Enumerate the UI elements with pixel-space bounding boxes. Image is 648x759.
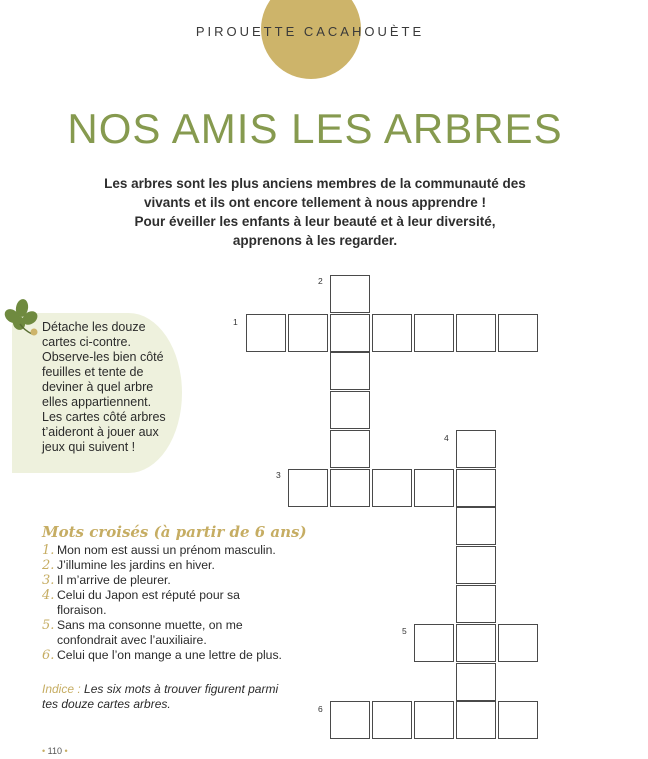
crossword-cell[interactable] (330, 391, 370, 429)
crossword-number: 6 (318, 704, 323, 714)
crossword-cell[interactable] (456, 507, 496, 545)
crossword-number: 2 (318, 276, 323, 286)
crossword-number: 1 (233, 317, 238, 327)
hint-text: tes douze cartes arbres. (42, 697, 171, 711)
hint-label: Indice : (42, 682, 81, 696)
crossword-cell[interactable] (414, 624, 454, 662)
clue-number: 3. (42, 573, 55, 588)
crossword-cell[interactable] (372, 469, 412, 507)
clue-text: confondrait avec l’auxiliaire. (57, 633, 207, 647)
crossword-cell[interactable] (372, 314, 412, 352)
intro-line: apprenons à les regarder. (232, 233, 398, 248)
crossword-cell[interactable] (414, 701, 454, 739)
tip-line: jeux qui suivent ! (42, 440, 136, 454)
clue-text: Sans ma consonne muette, on me (57, 618, 243, 632)
crossword-cell[interactable] (498, 624, 538, 662)
clue-text: J’illumine les jardins en hiver. (57, 558, 215, 572)
crossword-number: 4 (444, 433, 449, 443)
tip-line: Les cartes côté arbres (42, 410, 166, 424)
page-footer (42, 746, 68, 756)
crossword-title: Mots croisés (à partir de 6 ans) (42, 523, 307, 541)
crossword-cell[interactable] (498, 314, 538, 352)
crossword-cell[interactable] (330, 701, 370, 739)
page-number: 110 (47, 746, 63, 756)
clue-text: Celui du Japon est réputé pour sa (57, 588, 240, 602)
tip-line: cartes ci-contre. (42, 335, 131, 349)
crossword-cell[interactable] (330, 275, 370, 313)
crossword-cell[interactable] (330, 430, 370, 468)
clue-number: 6. (42, 648, 55, 663)
clue-text: floraison. (57, 603, 107, 617)
crossword-cell[interactable] (414, 469, 454, 507)
tip-line: Détache les douze (42, 320, 146, 334)
tip-line: t’aideront à jouer aux (42, 425, 159, 439)
crossword-cell[interactable] (330, 352, 370, 390)
crossword-cell[interactable] (456, 585, 496, 623)
crossword-cell[interactable] (498, 701, 538, 739)
page-title: NOS AMIS LES ARBRES (67, 105, 563, 152)
series-name: PIROUETTE CACAHOUÈTE (195, 24, 425, 39)
tip-line: elles appartiennent. (42, 395, 152, 409)
crossword-cell[interactable] (456, 314, 496, 352)
crossword-cell[interactable] (456, 546, 496, 584)
clue-text: Il m’arrive de pleurer. (57, 573, 171, 587)
clue-number: 2. (42, 558, 55, 573)
crossword-cell[interactable] (456, 701, 496, 739)
tip-line: feuilles et tente de (42, 365, 144, 379)
crossword-cell[interactable] (330, 314, 370, 352)
clue-text: Mon nom est aussi un prénom masculin. (57, 543, 276, 557)
crossword-cell[interactable] (414, 314, 454, 352)
crossword-cell[interactable] (372, 701, 412, 739)
footer-bullet: • (42, 746, 46, 756)
clue-number: 1. (42, 543, 55, 558)
crossword-number: 3 (276, 470, 281, 480)
tip-line: deviner à quel arbre (42, 380, 154, 394)
crossword-number: 5 (402, 626, 407, 636)
clue-text: Celui que l’on mange a une lettre de plus. (57, 648, 282, 662)
crossword-cell[interactable] (456, 663, 496, 701)
crossword-cell[interactable] (288, 469, 328, 507)
clue-number: 5. (42, 618, 55, 633)
intro-line: vivants et ils ont encore tellement à nous apprendre ! (143, 195, 487, 210)
intro-line: Pour éveiller les enfants à leur beauté et à leur diversité, (134, 214, 496, 229)
crossword-cell[interactable] (456, 469, 496, 507)
crossword-cell[interactable] (246, 314, 286, 352)
crossword-cell[interactable] (288, 314, 328, 352)
crossword-cell[interactable] (456, 624, 496, 662)
hint-text: Les six mots à trouver figurent parmi (80, 682, 279, 696)
tip-line: Observe-les bien côté (42, 350, 164, 364)
clue-number: 4. (42, 588, 55, 603)
crossword-cell[interactable] (330, 469, 370, 507)
footer-bullet: • (64, 746, 68, 756)
crossword-cell[interactable] (456, 430, 496, 468)
intro-line: Les arbres sont les plus anciens membres de la communauté des (104, 176, 526, 191)
